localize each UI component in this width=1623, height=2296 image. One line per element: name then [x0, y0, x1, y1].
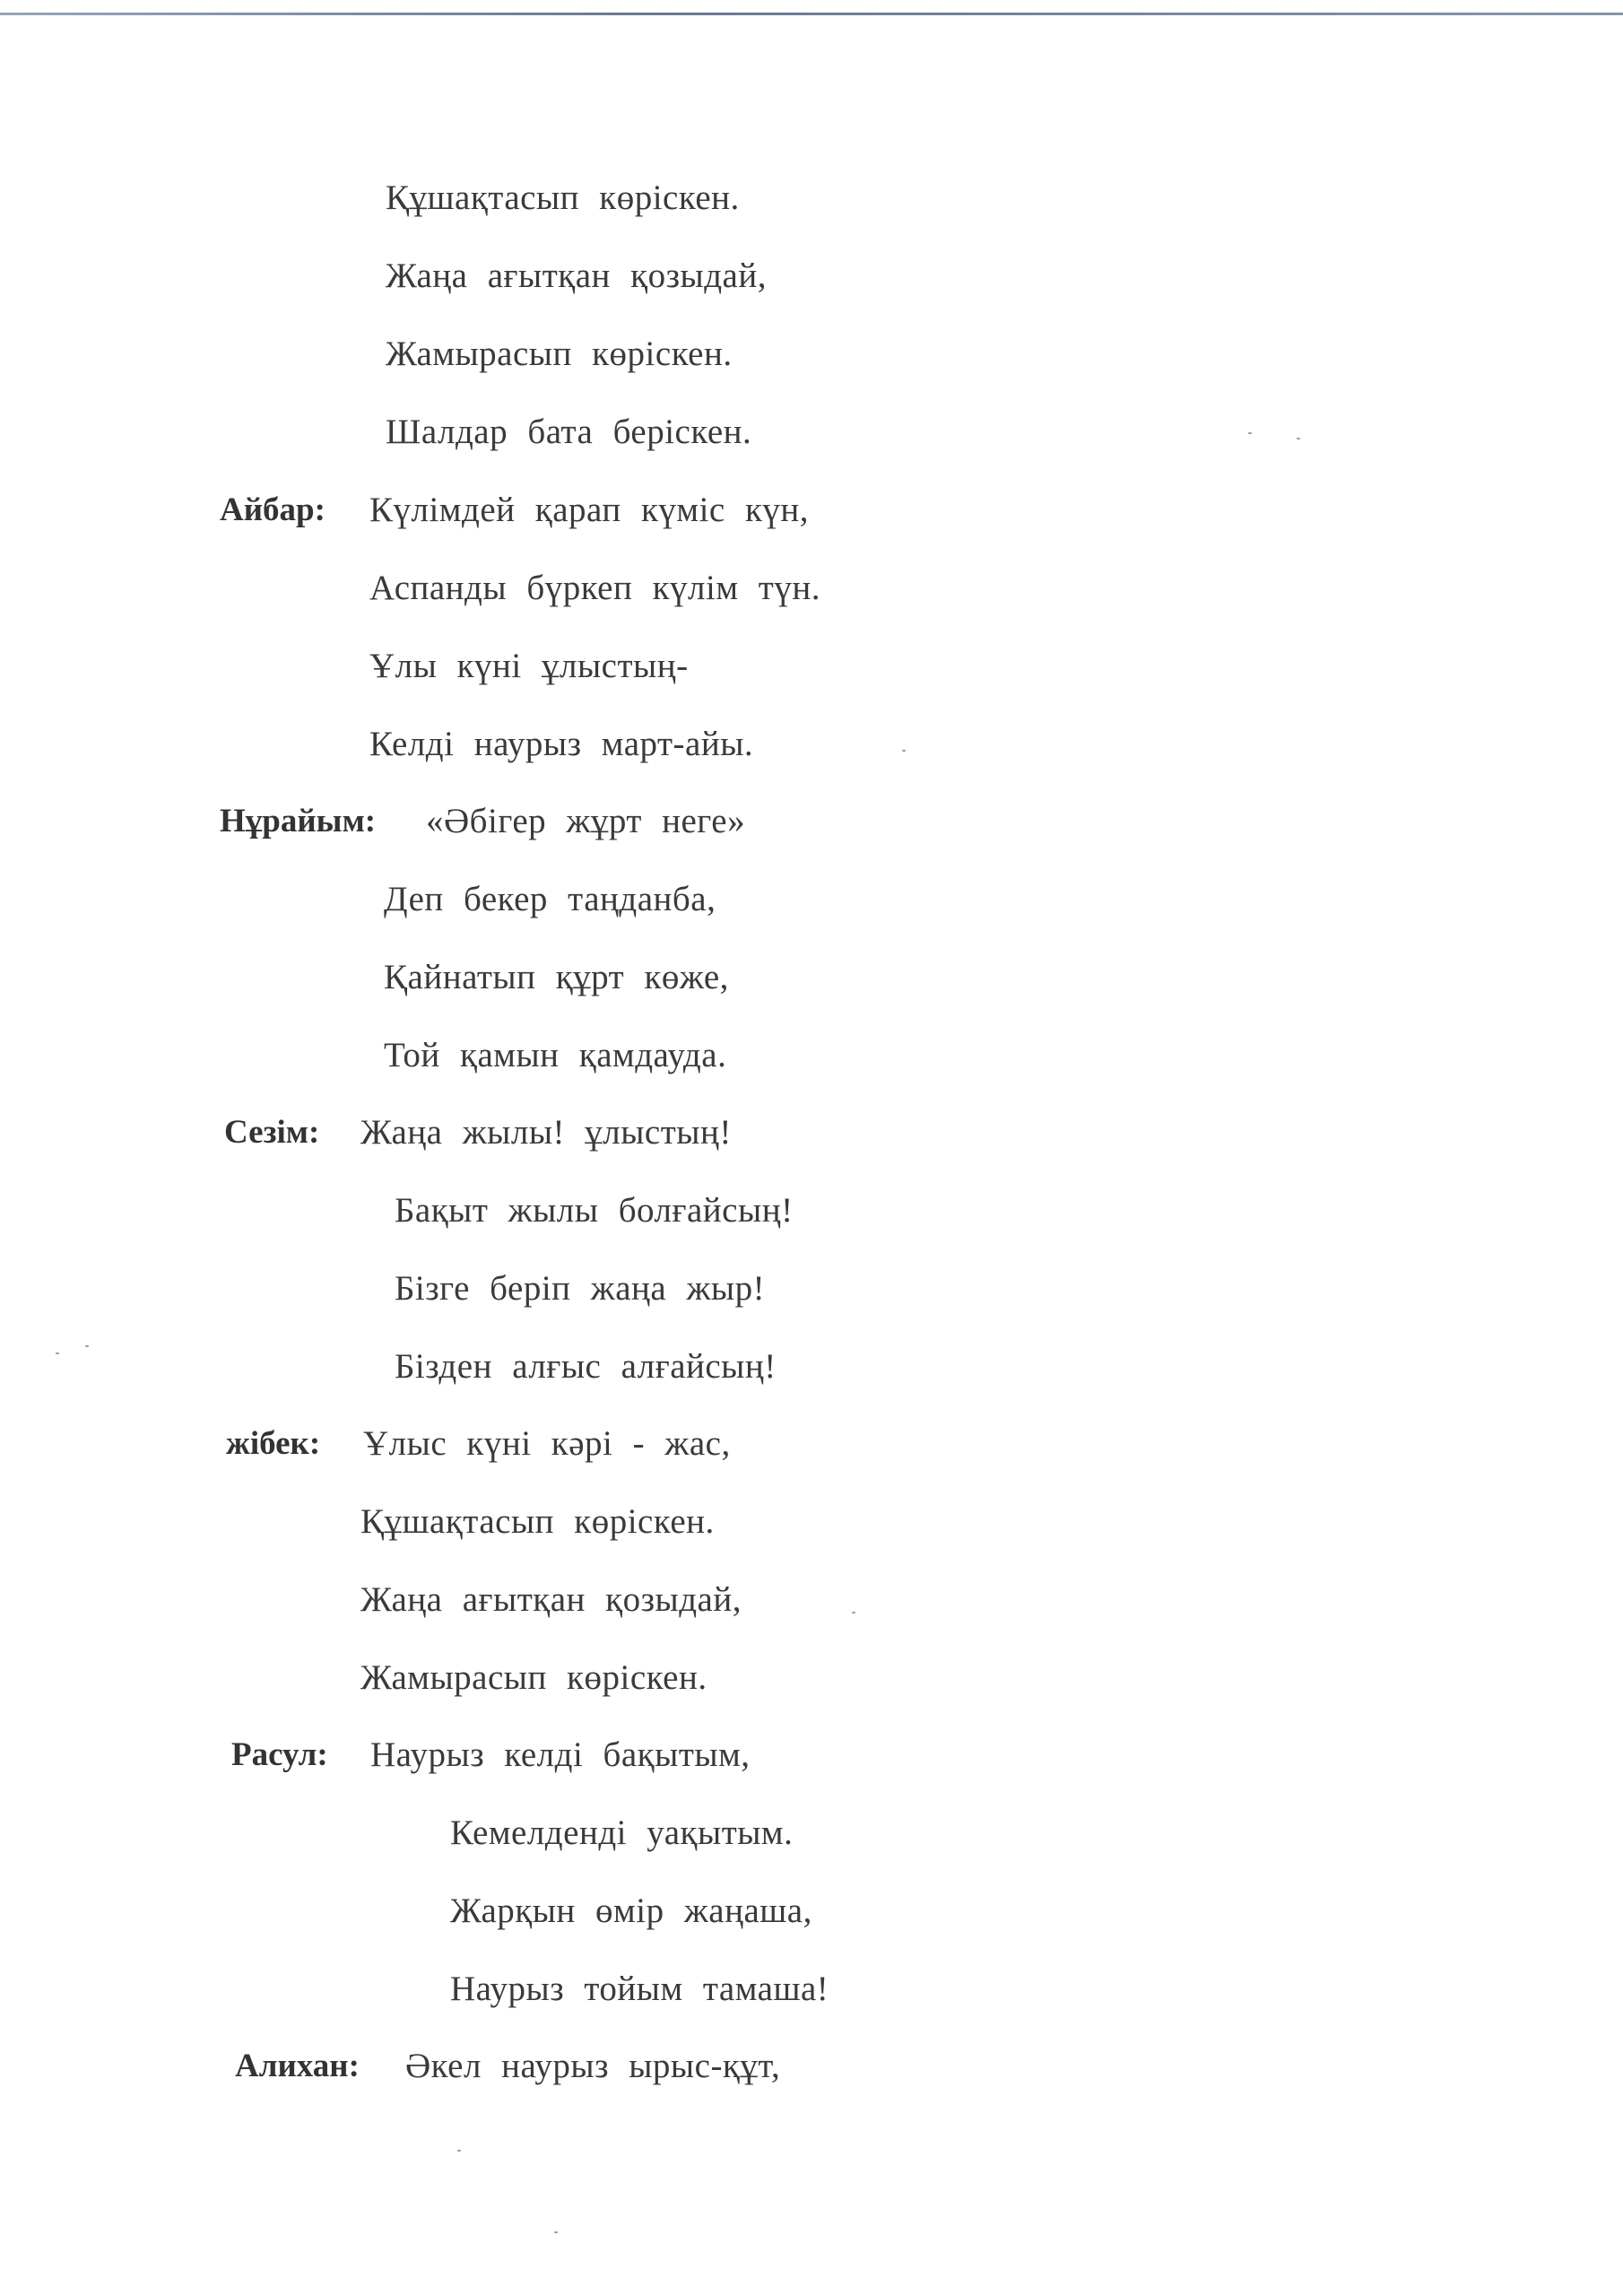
poem-line: Бақыт жылы болғайсың! — [395, 1191, 794, 1230]
poem-line: Жамырасып көріскен. — [386, 335, 733, 373]
poem-line: Күлімдей қарап күміс күн, — [369, 491, 810, 529]
poem-line: Келді наурыз март-айы. — [369, 725, 754, 763]
scan-speck — [56, 1352, 59, 1354]
poem-line: Бізге беріп жаңа жыр! — [395, 1269, 766, 1308]
poem-line: Аспанды бүркеп күлім түн. — [369, 569, 820, 607]
poem-line: Жаңа ағытқан қозыдай, — [386, 257, 767, 295]
scan-speck — [852, 1612, 855, 1613]
poem-line: Жаңа ағытқан қозыдай, — [360, 1580, 742, 1619]
poem-line: Ұлы күні ұлыстың- — [369, 647, 689, 685]
poem-line: Бізден алғыс алғайсың! — [395, 1347, 777, 1386]
poem-line: Шалдар бата беріскен. — [386, 413, 752, 451]
speaker-label: Нұрайым: — [220, 803, 377, 839]
speaker-label: Сезім: — [224, 1114, 320, 1151]
speaker-label: Расул: — [231, 1736, 328, 1773]
scan-speck — [902, 750, 906, 752]
poem-line: Қайнатып құрт көже, — [384, 958, 729, 996]
poem-line: Ұлыс күні кәрі - жас, — [363, 1424, 731, 1463]
poem-line: Жамырасып көріскен. — [360, 1658, 707, 1697]
poem-line: Кемелденді уақытым. — [450, 1813, 794, 1852]
poem-line: Той қамын қамдауда. — [384, 1036, 727, 1074]
scan-speck — [85, 1345, 89, 1347]
poem-line: Наурыз келді бақытым, — [370, 1735, 751, 1774]
scan-speck — [554, 2231, 558, 2233]
poem-line: Жарқын өмір жаңаша, — [450, 1892, 812, 1930]
scan-speck — [1248, 432, 1252, 434]
scan-speck — [1297, 438, 1300, 439]
speaker-label: Алихан: — [235, 2048, 360, 2084]
poem-line: «Әбігер жұрт неге» — [426, 802, 746, 840]
poem-line: Деп бекер таңданба, — [384, 880, 716, 918]
poem-line: Наурыз тойым тамаша! — [450, 1970, 829, 2008]
poem-line: Әкел наурыз ырыс-құт, — [405, 2047, 781, 2085]
poem-line: Құшақтасып көріскен. — [360, 1502, 715, 1541]
scan-speck — [457, 2150, 461, 2152]
speaker-label: Айбар: — [220, 491, 325, 528]
speaker-label: жібек: — [226, 1425, 321, 1462]
poem-line: Жаңа жылы! ұлыстың! — [360, 1113, 732, 1152]
poem-line: Құшақтасып көріскен. — [386, 178, 740, 217]
